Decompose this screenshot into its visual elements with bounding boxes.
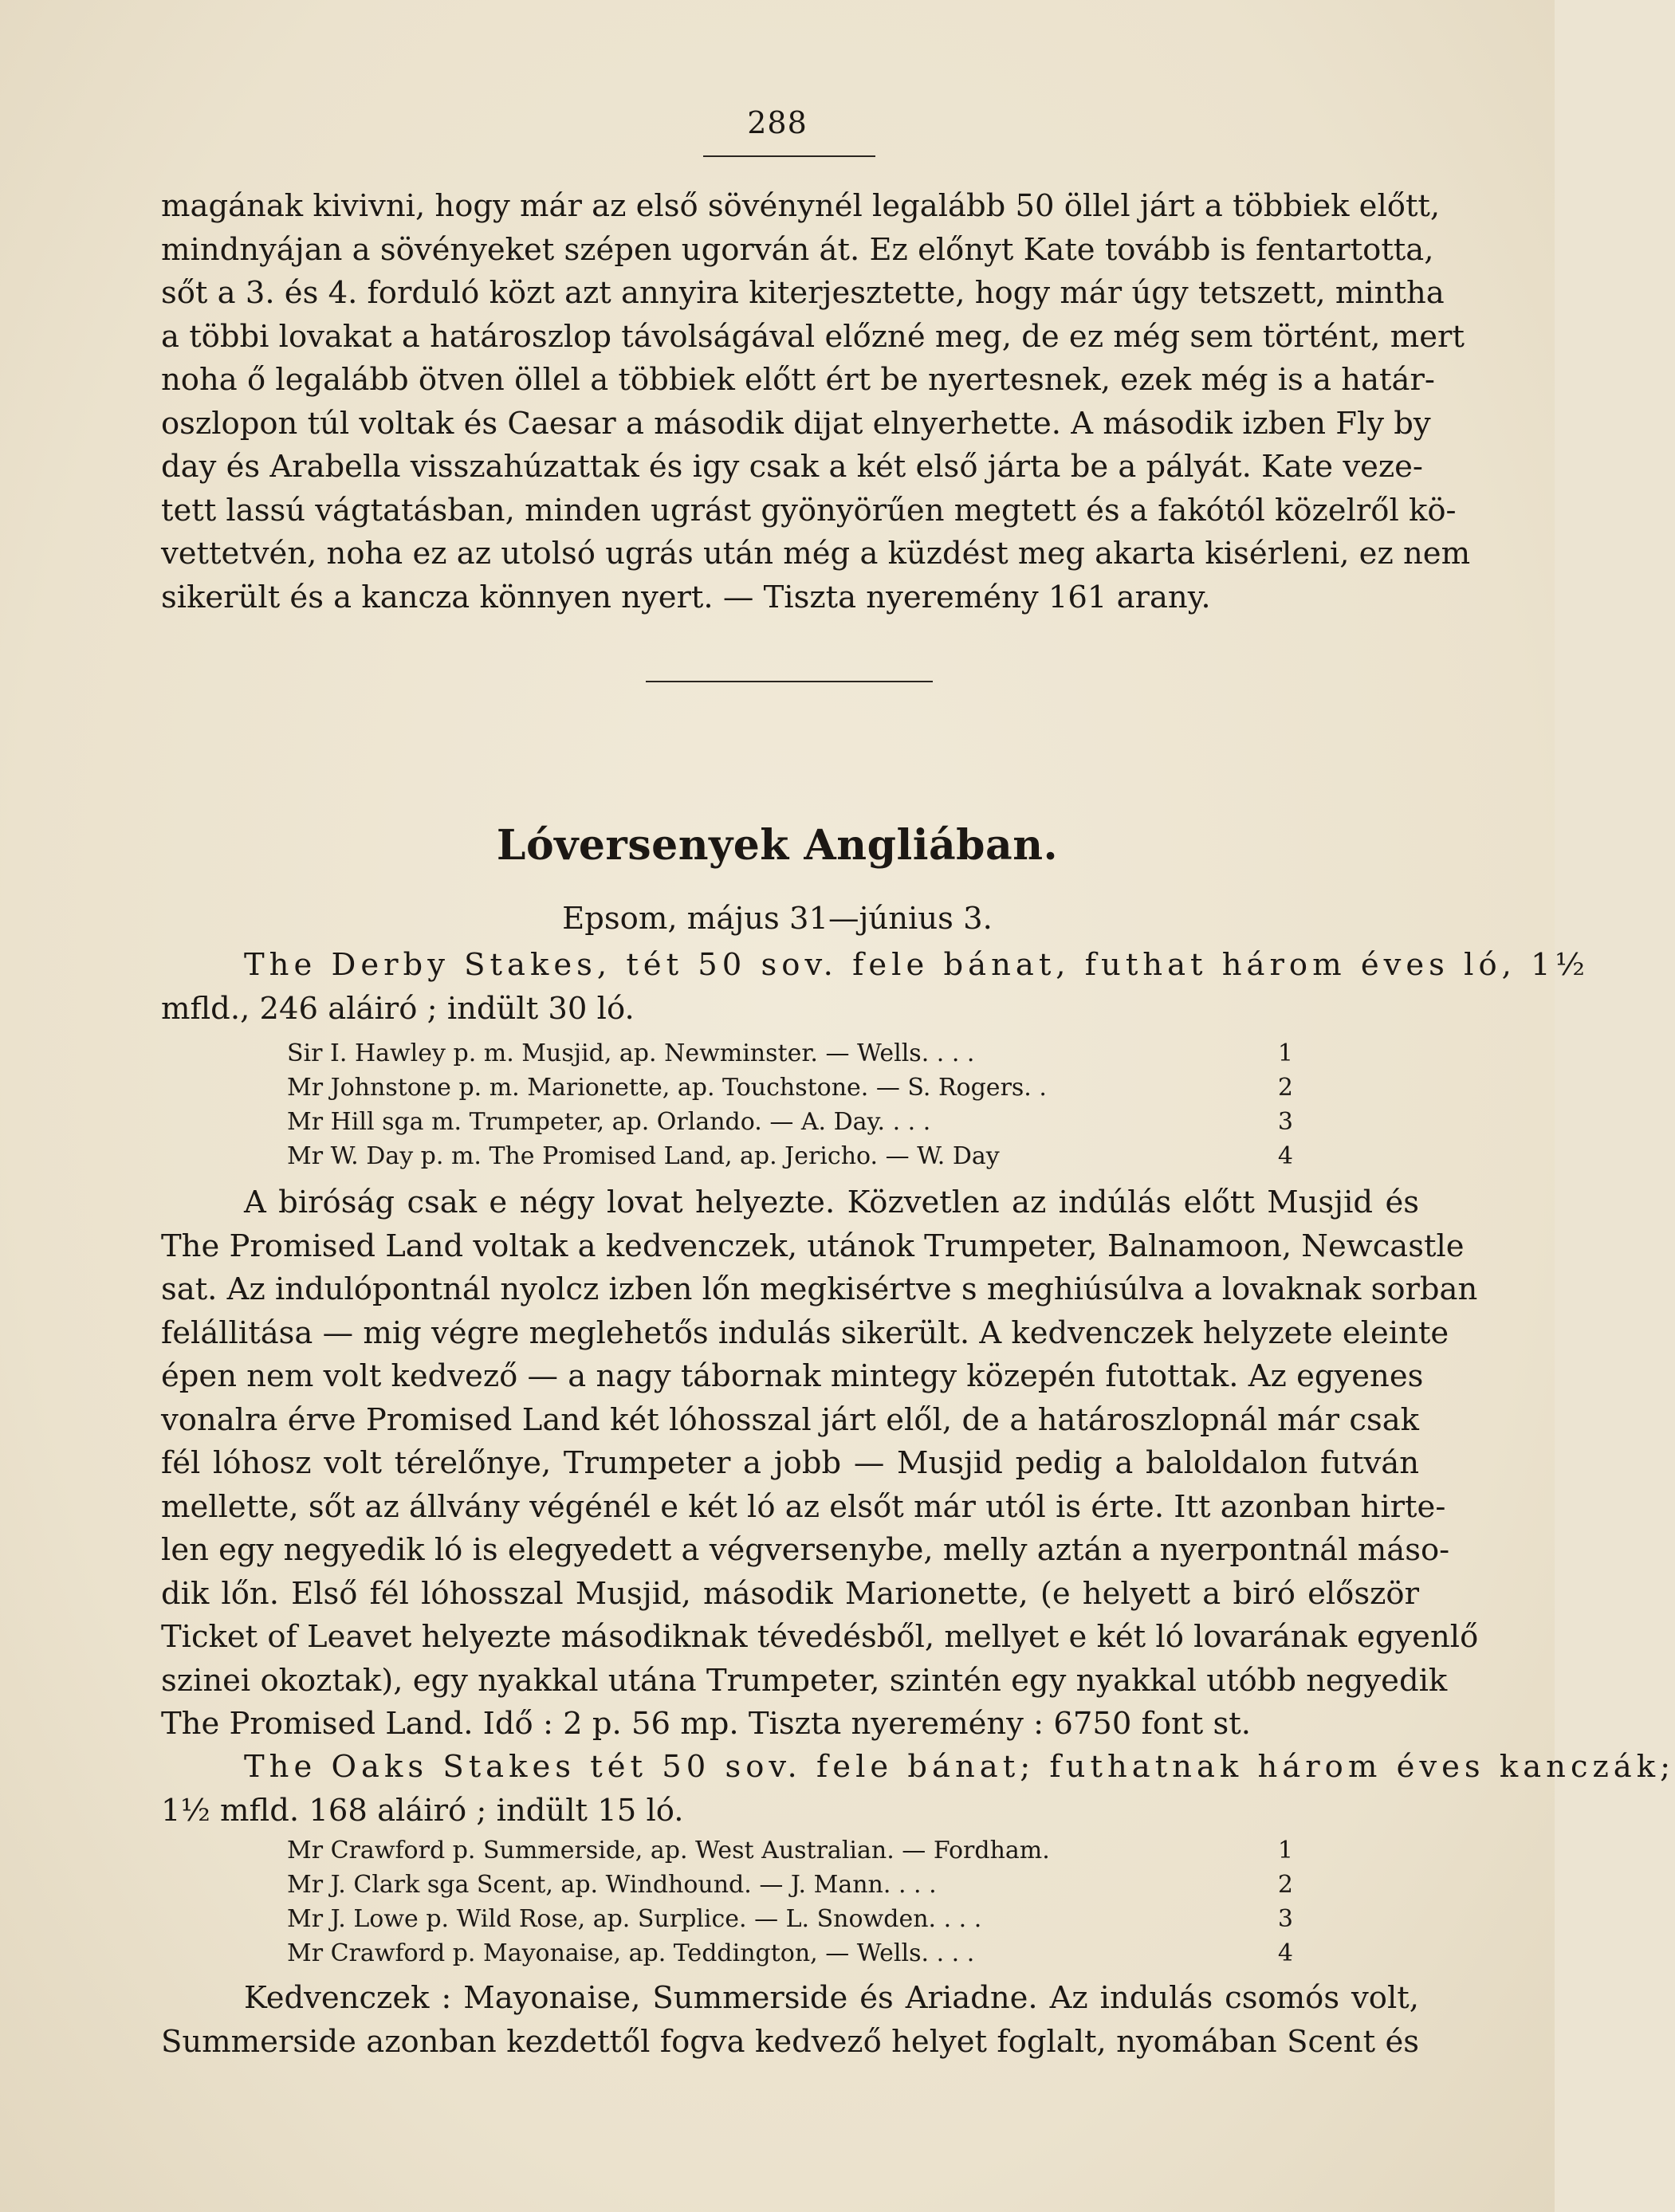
text-line: Ticket of Leavet helyezte másodiknak tévedésből, mellyet e két ló lovarának egyenlő [161, 1619, 1479, 1655]
result-row [287, 1105, 1293, 1139]
page-number: 288 [747, 105, 808, 140]
text-line: The Promised Land. Idő : 2 p. 56 mp. Tiszta nyeremény : 6750 font st. [161, 1706, 1251, 1742]
result-text: Mr Hill sga m. Trumpeter, ap. Orlando. — A. Day. . . . [287, 1108, 931, 1136]
text-line: sőt a 3. és 4. forduló közt azt annyira kiterjesztette, hogy már úgy tetszett, mintha [161, 275, 1445, 311]
text-line: fél lóhosz volt térelőnye, Trumpeter a jobb — Musjid pedig a baloldalon futván [161, 1445, 1419, 1481]
result-place: 4 [1277, 1939, 1293, 1967]
result-row [287, 1139, 1293, 1173]
result-text: Mr W. Day p. m. The Promised Land, ap. Jericho. — W. Day [287, 1142, 1000, 1170]
result-row [287, 1833, 1293, 1868]
text-line: 1½ mfld. 168 aláiró ; indült 15 ló. [161, 1792, 684, 1829]
text-line: Summerside azonban kezdettől fogva kedvező helyet foglalt, nyomában Scent és [161, 2023, 1419, 2060]
text-line: tett lassú vágtatásban, minden ugrást gyönyörűen megtett és a fakótól közelről kö- [161, 492, 1457, 528]
text-line: sat. Az indulópontnál nyolcz izben lőn megkisértve s meghiúsúlva a lovaknak sorban [161, 1271, 1478, 1307]
section-divider [646, 681, 933, 682]
result-text: Mr Crawford p. Mayonaise, ap. Teddington, — Wells. . . . [287, 1939, 975, 1967]
text-line: len egy negyedik ló is elegyedett a végversenybe, melly aztán a nyerpontnál máso- [161, 1532, 1450, 1568]
text-line: a többi lovakat a határoszlop távolságával előzné meg, de ez még sem történt, mert [161, 318, 1465, 355]
derby-results [287, 1036, 1293, 1173]
result-place: 1 [1277, 1837, 1293, 1864]
oaks-intro [161, 1746, 1675, 1833]
result-place: 4 [1277, 1142, 1293, 1170]
result-text: Mr J. Lowe p. Wild Rose, ap. Surplice. — L. Snowden. . . . [287, 1905, 982, 1933]
result-place: 3 [1277, 1108, 1293, 1136]
result-row [287, 1902, 1293, 1936]
result-text: Sir I. Hawley p. m. Musjid, ap. Newminster. — Wells. . . . [287, 1039, 975, 1067]
result-row [287, 1036, 1293, 1071]
text-line: sikerült és a kancza könnyen nyert. — Tiszta nyeremény 161 arany. [161, 579, 1211, 615]
text-line: mfld., 246 aláiró ; indült 30 ló. [161, 990, 635, 1027]
result-place: 3 [1277, 1905, 1293, 1933]
derby-paragraph [161, 1181, 1479, 1746]
result-row [287, 1868, 1293, 1902]
text-line: magának kivivni, hogy már az első sövénynél legalább 50 öllel járt a többiek előtt, [161, 188, 1441, 224]
text-line: The Promised Land voltak a kedvenczek, utánok Trumpeter, Balnamoon, Newcastle [161, 1228, 1465, 1264]
result-text: Mr Johnstone p. m. Marionette, ap. Touchstone. — S. Rogers. . [287, 1074, 1047, 1102]
text-line: day és Arabella visszahúzattak és igy csak a két első járta be a pályát. Kate veze- [161, 449, 1423, 485]
text-line: épen nem volt kedvező — a nagy tábornak mintegy közepén futottak. Az egyenes [161, 1358, 1424, 1394]
result-place: 2 [1277, 1074, 1293, 1102]
oaks-paragraph [161, 1977, 1419, 2064]
result-text: Mr Crawford p. Summerside, ap. West Australian. — Fordham. [287, 1837, 1050, 1864]
text-line: noha ő legalább ötven öllel a többiek előtt ért be nyertesnek, ezek még is a határ- [161, 362, 1435, 398]
text-line: A biróság csak e négy lovat helyezte. Közvetlen az indúlás előtt Musjid és [244, 1185, 1419, 1220]
text-line: The Oaks Stakes tét 50 sov. fele bánat; futhatnak három éves kanczák; [244, 1749, 1675, 1785]
derby-intro [161, 944, 1590, 1031]
header-rule [703, 155, 875, 157]
text-line: mindnyájan a sövényeket szépen ugorván át. Ez előnyt Kate tovább is fentartotta, [161, 231, 1434, 268]
text-line: felállitása — mig végre meglehetős indulás sikerült. A kedvenczek helyzete eleinte [161, 1314, 1449, 1351]
result-row [287, 1071, 1293, 1105]
text-line: The Derby Stakes, tét 50 sov. fele bánat, futhat három éves ló, 1½ [244, 947, 1590, 983]
oaks-results [287, 1833, 1293, 1970]
result-text: Mr J. Clark sga Scent, ap. Windhound. — J. Mann. . . . [287, 1871, 937, 1899]
text-line: vettetvén, noha ez az utolsó ugrás után még a küzdést meg akarta kisérleni, ez nem [161, 536, 1471, 572]
section-heading: Lóversenyek Angliában. [496, 821, 1059, 870]
text-line: Kedvenczek : Mayonaise, Summerside és Ariadne. Az indulás csomós volt, [244, 1980, 1419, 2016]
text-line: dik lőn. Első fél lóhosszal Musjid, második Marionette, (e helyett a biró először [161, 1575, 1419, 1612]
text-line: mellette, sőt az állvány végénél e két ló az elsőt már utól is érte. Itt azonban hirte- [161, 1488, 1446, 1525]
text-line: oszlopon túl voltak és Caesar a második dijat elnyerhette. A második izben Fly by [161, 405, 1431, 442]
section-subheading: Epsom, május 31—június 3. [562, 901, 993, 937]
text-line: vonalra érve Promised Land két lóhosszal járt elől, de a határoszlopnál már csak [161, 1401, 1419, 1438]
top-paragraph [161, 185, 1471, 619]
result-place: 2 [1277, 1871, 1293, 1899]
result-row [287, 1936, 1293, 1970]
result-place: 1 [1277, 1039, 1293, 1067]
text-line: szinei okoztak), egy nyakkal utána Trumpeter, szintén egy nyakkal utóbb negyedik [161, 1662, 1448, 1699]
